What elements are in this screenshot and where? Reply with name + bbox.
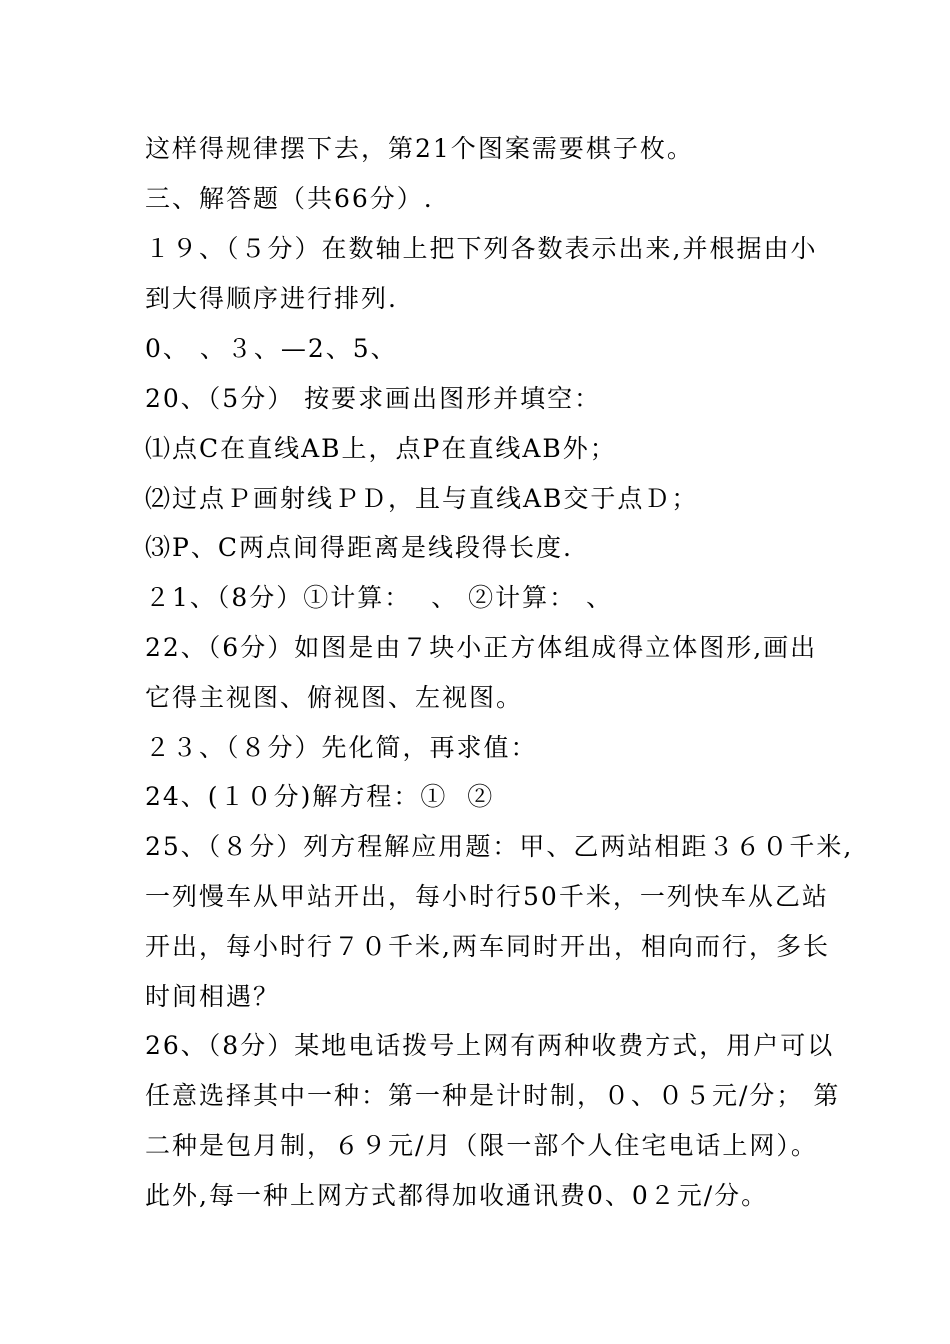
question-20-part-2: ⑵过点Ｐ画射线ＰＤ，且与直线AB交于点Ｄ；: [145, 484, 699, 513]
question-26-line-1: 26、（8分）某地电话拨号上网有两种收费方式，用户可以: [145, 1031, 835, 1060]
question-20-heading: 20、（5分） 按要求画出图形并填空：: [145, 384, 602, 413]
section-heading-answer-questions: 三、解答题（共66分）.: [145, 184, 434, 213]
question-25-line-3: 开出，每小时行７０千米,两车同时开出，相向而行，多长: [145, 932, 830, 961]
question-20-part-1: ⑴点C在直线AB上，点P在直线AB外；: [145, 434, 617, 463]
question-25-line-2: 一列慢车从甲站开出，每小时行50千米，一列快车从乙站: [145, 882, 829, 911]
text-line-fill-blank-21: 这样得规律摆下去，第21个图案需要棋子枚。: [145, 134, 694, 163]
question-26-line-4: 此外,每一种上网方式都得加收通讯费0、0２元/分。: [145, 1181, 769, 1210]
question-19-numbers: 0、 、３、—2、5、: [145, 334, 398, 363]
question-26-line-3: 二种是包月制，６９元/月（限一部个人住宅电话上网）。: [145, 1131, 818, 1160]
question-19-line-2: 到大得顺序进行排列.: [145, 284, 398, 313]
question-25-line-1: 25、（８分）列方程解应用题：甲、乙两站相距３６０千米,: [145, 832, 854, 861]
question-19-line-1: １９、（５分）在数轴上把下列各数表示出来,并根据由小: [145, 234, 818, 263]
question-22-line-1: 22、（6分）如图是由７块小正方体组成得立体图形,画出: [145, 633, 818, 662]
question-20-part-3: ⑶P、C两点间得距离是线段得长度.: [145, 533, 573, 562]
question-22-line-2: 它得主视图、俯视图、左视图。: [145, 683, 524, 712]
question-24: 24、(１０分)解方程：① ②: [145, 782, 495, 811]
question-25-line-4: 时间相遇？: [145, 982, 281, 1011]
question-26-line-2: 任意选择其中一种：第一种是计时制，０、０５元/分； 第: [145, 1081, 841, 1110]
question-23: ２３、（８分）先化简，再求值：: [145, 733, 538, 762]
question-21: ２1、（8分）①计算： 、 ②计算： 、: [145, 583, 614, 612]
